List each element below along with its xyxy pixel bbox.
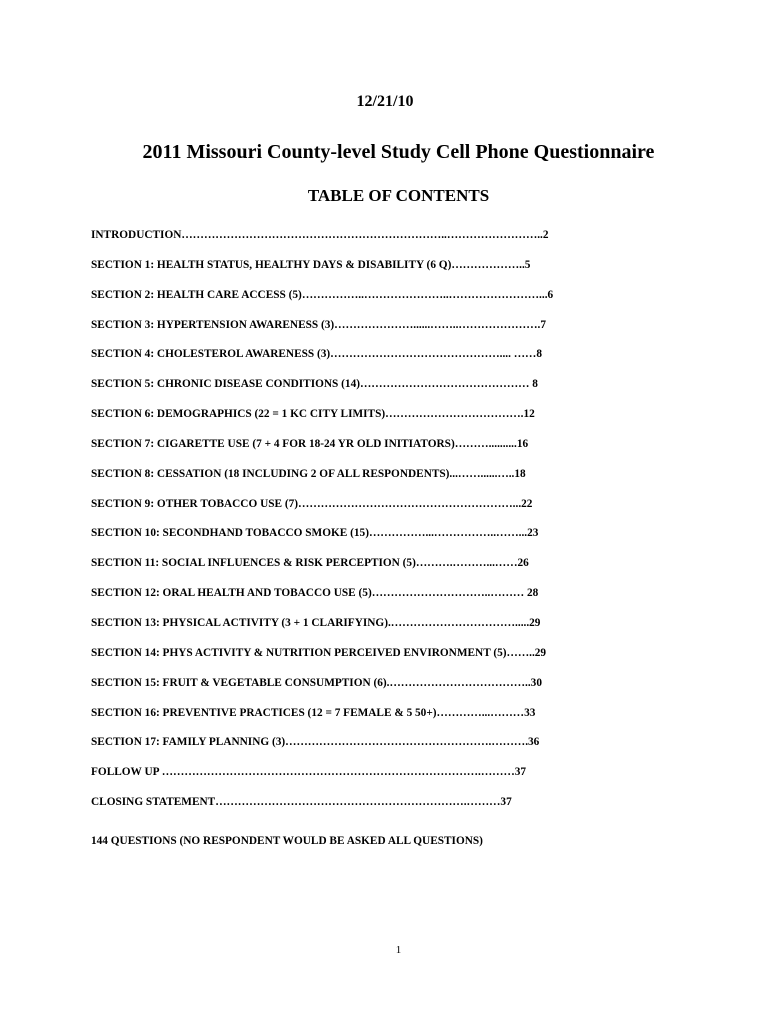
toc-heading: TABLE OF CONTENTS bbox=[307, 186, 490, 205]
table-of-contents bbox=[91, 225, 601, 822]
toc-entry-closing-statement: CLOSING STATEMENT………………………………………………………….………37 bbox=[91, 796, 512, 809]
toc-entry-follow-up: FOLLOW UP ………………………………………………………………………….………37 bbox=[91, 766, 527, 779]
toc-entry-section-15: SECTION 15: FRUIT & VEGETABLE CONSUMPTION (6).………………………………..30 bbox=[91, 676, 542, 689]
toc-entry-section-17: SECTION 17: FAMILY PLANNING (3)……………………………………………….……….36 bbox=[91, 736, 540, 749]
question-count-note: 144 QUESTIONS (NO RESPONDENT WOULD BE ASKED ALL QUESTIONS) bbox=[91, 835, 483, 847]
toc-entry-section-14: SECTION 14: PHYS ACTIVITY & NUTRITION PERCEIVED ENVIRONMENT (5)……..29 bbox=[91, 646, 547, 659]
toc-entry-section-12: SECTION 12: ORAL HEALTH AND TOBACCO USE (5)…………………………..……… 28 bbox=[91, 587, 539, 600]
toc-entry-section-7: SECTION 7: CIGARETTE USE (7 + 4 FOR 18-24 YR OLD INITIATORS)………..........16 bbox=[91, 437, 529, 450]
toc-entry-section-4: SECTION 4: CHOLESTEROL AWARENESS (3)……………………………………….... ……8 bbox=[91, 348, 542, 361]
toc-entry-section-8: SECTION 8: CESSATION (18 INCLUDING 2 OF ALL RESPONDENTS)...……......…..18 bbox=[91, 467, 526, 480]
toc-entry-section-2: SECTION 2: HEALTH CARE ACCESS (5)……………..…………………..……………………...6 bbox=[91, 288, 554, 301]
toc-entry-section-3: SECTION 3: HYPERTENSION AWARENESS (3)…………………......……..………………….7 bbox=[91, 318, 546, 331]
document-date: 12/21/10 bbox=[356, 93, 414, 110]
toc-entry-section-13: SECTION 13: PHYSICAL ACTIVITY (3 + 1 CLARIFYING).…………………………….....29 bbox=[91, 616, 541, 629]
toc-entry-section-5: SECTION 5: CHRONIC DISEASE CONDITIONS (14)……………………………………… 8 bbox=[91, 378, 538, 391]
document-title: 2011 Missouri County-level Study Cell Phone Questionnaire bbox=[142, 141, 655, 163]
toc-entry-introduction: INTRODUCTION……………………………………………………………..……………………..2 bbox=[91, 229, 549, 241]
page-number: 1 bbox=[395, 944, 402, 956]
toc-entry-section-1: SECTION 1: HEALTH STATUS, HEALTHY DAYS & DISABILITY (6 Q)………………..5 bbox=[91, 258, 531, 271]
toc-entry-section-10: SECTION 10: SECONDHAND TOBACCO SMOKE (15)……………...……………..……...23 bbox=[91, 527, 539, 540]
toc-entry-section-11: SECTION 11: SOCIAL INFLUENCES & RISK PERCEPTION (5)……….………...……26 bbox=[91, 557, 529, 570]
toc-entry-section-16: SECTION 16: PREVENTIVE PRACTICES (12 = 7 FEMALE & 5 50+)…………...………33 bbox=[91, 706, 536, 719]
toc-entry-section-6: SECTION 6: DEMOGRAPHICS (22 = 1 KC CITY LIMITS)……………………………….12 bbox=[91, 408, 535, 421]
toc-entry-section-9: SECTION 9: OTHER TOBACCO USE (7)…………………………………………………...22 bbox=[91, 497, 533, 510]
